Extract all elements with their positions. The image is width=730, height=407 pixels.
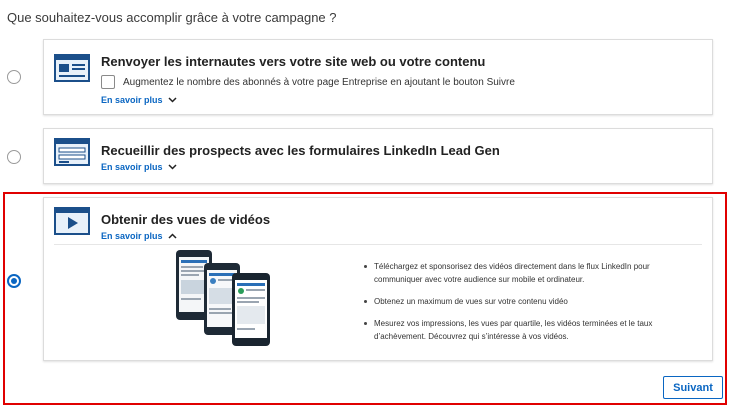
radio-option-website[interactable] (7, 70, 21, 84)
campaign-question: Que souhaitez-vous accomplir grâce à votre campagne ? (7, 10, 337, 25)
website-icon (54, 54, 90, 82)
list-item: Téléchargez et sponsorisez des vidéos directement dans le flux LinkedIn pour communiquer avec votre audience sur mobile et ordinateur. (364, 260, 694, 286)
learn-more-label: En savoir plus (101, 162, 163, 172)
follow-button-checkbox[interactable] (101, 75, 115, 89)
option-title: Renvoyer les internautes vers votre site web ou votre contenu (101, 54, 486, 69)
learn-more-label: En savoir plus (101, 95, 163, 105)
option-card-video-views[interactable] (43, 197, 713, 361)
divider (54, 244, 702, 245)
option-card-website[interactable] (43, 39, 713, 115)
learn-more-link[interactable] (101, 95, 177, 105)
list-item: Obtenez un maximum de vues sur votre contenu vidéo (364, 295, 694, 308)
list-item: Mesurez vos impressions, les vues par quartile, les vidéos terminées et le taux d’achèvement. Découvrez qui s’intéresse à vos vidéos. (364, 317, 694, 343)
learn-more-label: En savoir plus (101, 231, 163, 241)
option-card-lead-gen[interactable] (43, 128, 713, 184)
chevron-down-icon (168, 97, 177, 103)
learn-more-link[interactable] (101, 231, 177, 241)
radio-option-video-views[interactable] (7, 274, 21, 288)
learn-more-link[interactable] (101, 162, 177, 172)
phones-illustration (174, 248, 289, 348)
option-title: Recueillir des prospects avec les formulaires LinkedIn Lead Gen (101, 143, 500, 158)
checkbox-label: Augmentez le nombre des abonnés à votre page Entreprise en ajoutant le bouton Suivre (123, 76, 515, 88)
radio-option-lead-gen[interactable] (7, 150, 21, 164)
chevron-down-icon (168, 164, 177, 170)
benefits-list (364, 260, 694, 352)
lead-form-icon (54, 138, 90, 166)
option-title: Obtenir des vues de vidéos (101, 212, 271, 227)
chevron-up-icon (168, 233, 177, 239)
next-button[interactable]: Suivant (663, 376, 723, 399)
video-icon (54, 207, 90, 235)
